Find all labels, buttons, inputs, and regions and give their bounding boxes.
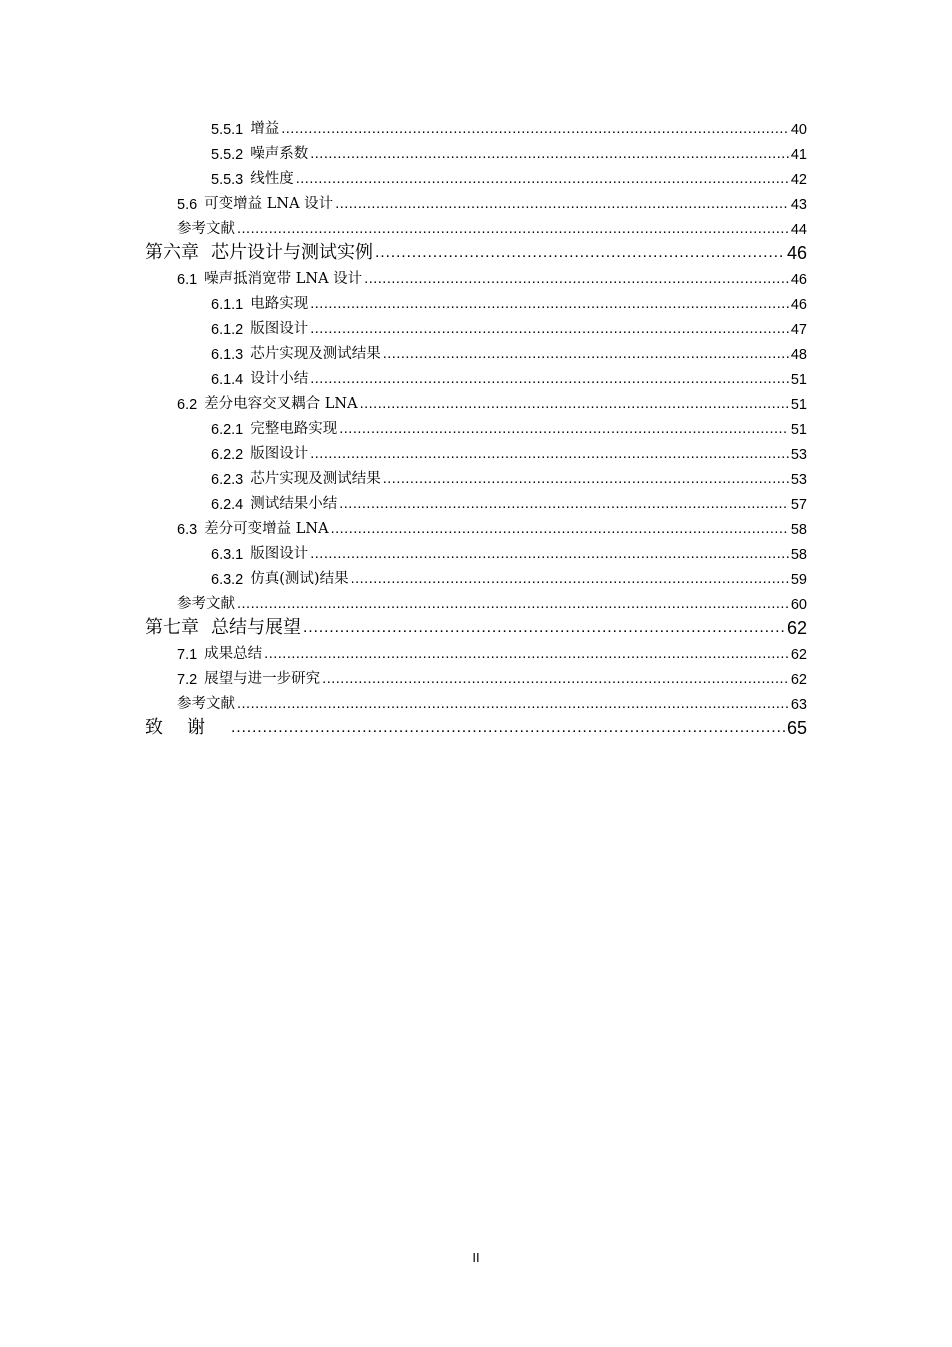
- dot-leader: [375, 246, 785, 264]
- dot-leader: [335, 199, 789, 214]
- toc-entry-number: 6.1.1: [211, 297, 244, 313]
- toc-entry-number: 6.2.2: [211, 447, 244, 463]
- toc-entry-title: 增益: [250, 121, 280, 137]
- dot-leader: [383, 474, 789, 489]
- dot-leader: [264, 649, 789, 664]
- page-number: II: [472, 1250, 480, 1265]
- toc-entry-title: 参考文献: [177, 596, 235, 612]
- toc-entry-title: 仿真(测试)结果: [250, 571, 349, 587]
- dot-leader: [231, 721, 785, 739]
- toc-entry-title: 参考文献: [177, 221, 235, 237]
- dot-leader: [310, 374, 789, 389]
- toc-entry[interactable]: [211, 491, 807, 513]
- dot-leader: [383, 349, 789, 364]
- toc-entry-title: 设计小结: [250, 371, 309, 387]
- toc-entry-number: 6.2.1: [211, 422, 244, 438]
- toc-entry[interactable]: [211, 466, 807, 488]
- toc-entry-page: 43: [790, 197, 807, 213]
- toc-entry-page: 53: [790, 472, 807, 488]
- dot-leader: [351, 574, 789, 589]
- toc-entry-page: 42: [790, 172, 807, 188]
- toc-entry-number: 5.6: [177, 197, 198, 213]
- toc-entry-number: 6.2.3: [211, 472, 244, 488]
- toc-entry[interactable]: [211, 416, 807, 438]
- dot-leader: [296, 174, 789, 189]
- toc-chapter[interactable]: [145, 613, 807, 639]
- toc-entry-title: 差分电容交叉耦合 LNA: [204, 396, 358, 412]
- toc-entry[interactable]: [177, 391, 807, 413]
- toc-entry-title: 完整电路实现: [250, 421, 338, 437]
- toc-entry-number: 6.3.1: [211, 547, 244, 563]
- toc-chapter-page: 65: [786, 718, 807, 738]
- toc-entry-title: 版图设计: [250, 546, 309, 562]
- toc-entry-page: 41: [790, 147, 807, 163]
- toc-entry-number: 6.3.2: [211, 572, 244, 588]
- dot-leader: [322, 674, 789, 689]
- toc-entry-page: 40: [790, 122, 807, 138]
- toc-chapter-number: 致谢: [145, 717, 229, 738]
- dot-leader: [364, 274, 789, 289]
- toc-entry[interactable]: [177, 591, 807, 613]
- toc-entry-title: 版图设计: [250, 321, 309, 337]
- toc-entry-page: 51: [790, 397, 807, 413]
- toc-entry-page: 59: [790, 572, 807, 588]
- toc-entry[interactable]: [177, 266, 807, 288]
- toc-entry-number: 5.5.1: [211, 122, 244, 138]
- toc-entry-number: 5.5.3: [211, 172, 244, 188]
- toc-entry-title: 芯片实现及测试结果: [250, 471, 381, 487]
- dot-leader: [237, 699, 789, 714]
- toc-entry[interactable]: [177, 641, 807, 663]
- dot-leader: [339, 499, 789, 514]
- toc-entry-title: 成果总结: [204, 646, 263, 662]
- dot-leader: [339, 424, 789, 439]
- toc-entry-title: 差分可变增益 LNA: [204, 521, 329, 537]
- toc-entry[interactable]: [211, 441, 807, 463]
- toc-entry-title: 电路实现: [250, 296, 309, 312]
- toc-entry-title: 版图设计: [250, 446, 309, 462]
- dot-leader: [331, 524, 789, 539]
- toc-entry-title: 展望与进一步研究: [204, 671, 321, 687]
- toc-entry-number: 6.1.4: [211, 372, 244, 388]
- toc-entry-title: 噪声抵消宽带 LNA 设计: [204, 271, 363, 287]
- toc-entry-title: 线性度: [250, 171, 294, 187]
- toc-chapter[interactable]: [145, 713, 807, 739]
- toc-chapter-title: 芯片设计与测试实例: [211, 242, 373, 263]
- toc-entry-title: 测试结果小结: [250, 496, 338, 512]
- toc-entry-number: 5.5.2: [211, 147, 244, 163]
- dot-leader: [310, 449, 789, 464]
- toc-entry-page: 62: [790, 672, 807, 688]
- toc-entry-title: 噪声系数: [250, 146, 309, 162]
- toc-entry-page: 51: [790, 372, 807, 388]
- toc-entry-page: 58: [790, 547, 807, 563]
- dot-leader: [237, 599, 789, 614]
- dot-leader: [281, 124, 789, 139]
- toc-entry[interactable]: [211, 116, 807, 138]
- toc-entry-number: 6.1.2: [211, 322, 244, 338]
- toc-entry-page: 60: [790, 597, 807, 613]
- toc-entry[interactable]: [177, 516, 807, 538]
- toc-entry[interactable]: [211, 166, 807, 188]
- dot-leader: [237, 224, 789, 239]
- toc-entry-title: 参考文献: [177, 696, 235, 712]
- toc-entry[interactable]: [177, 216, 807, 238]
- toc-entry-page: 58: [790, 522, 807, 538]
- toc-entry[interactable]: [177, 191, 807, 213]
- toc-entry[interactable]: [211, 341, 807, 363]
- toc-entry-title: 芯片实现及测试结果: [250, 346, 381, 362]
- toc-entry[interactable]: [211, 566, 807, 588]
- dot-leader: [310, 549, 789, 564]
- toc-entry[interactable]: [211, 541, 807, 563]
- dot-leader: [310, 324, 789, 339]
- toc-entry-number: 6.2.4: [211, 497, 244, 513]
- dot-leader: [360, 399, 789, 414]
- toc-entry-number: 6.1: [177, 272, 198, 288]
- toc-entry[interactable]: [211, 141, 807, 163]
- toc-entry-page: 62: [790, 647, 807, 663]
- toc-entry[interactable]: [211, 366, 807, 388]
- toc-entry-page: 57: [790, 497, 807, 513]
- toc-entry-number: 6.2: [177, 397, 198, 413]
- toc-chapter[interactable]: [145, 238, 807, 264]
- toc-chapter-page: 46: [786, 243, 807, 263]
- toc-chapter-title: 总结与展望: [211, 617, 301, 638]
- toc-entry-number: 6.3: [177, 522, 198, 538]
- toc-entry[interactable]: [177, 666, 807, 688]
- toc-entry-number: 7.1: [177, 647, 198, 663]
- toc-entry-page: 48: [790, 347, 807, 363]
- toc-chapter-page: 62: [786, 618, 807, 638]
- dot-leader: [303, 621, 785, 639]
- dot-leader: [310, 299, 789, 314]
- toc-entry-page: 46: [790, 272, 807, 288]
- toc-entry[interactable]: [211, 291, 807, 313]
- toc-entry-number: 6.1.3: [211, 347, 244, 363]
- toc-entry-page: 46: [790, 297, 807, 313]
- toc-entry[interactable]: [177, 691, 807, 713]
- toc-entry-page: 63: [790, 697, 807, 713]
- toc-entry-title: 可变增益 LNA 设计: [204, 196, 334, 212]
- toc-entry-number: 7.2: [177, 672, 198, 688]
- toc-entry-page: 53: [790, 447, 807, 463]
- toc-entry[interactable]: [211, 316, 807, 338]
- toc-chapter-number: 第七章: [145, 617, 199, 638]
- toc-entry-page: 47: [790, 322, 807, 338]
- toc-entry-page: 44: [790, 222, 807, 238]
- toc-chapter-number: 第六章: [145, 242, 199, 263]
- dot-leader: [310, 149, 789, 164]
- toc-entry-page: 51: [790, 422, 807, 438]
